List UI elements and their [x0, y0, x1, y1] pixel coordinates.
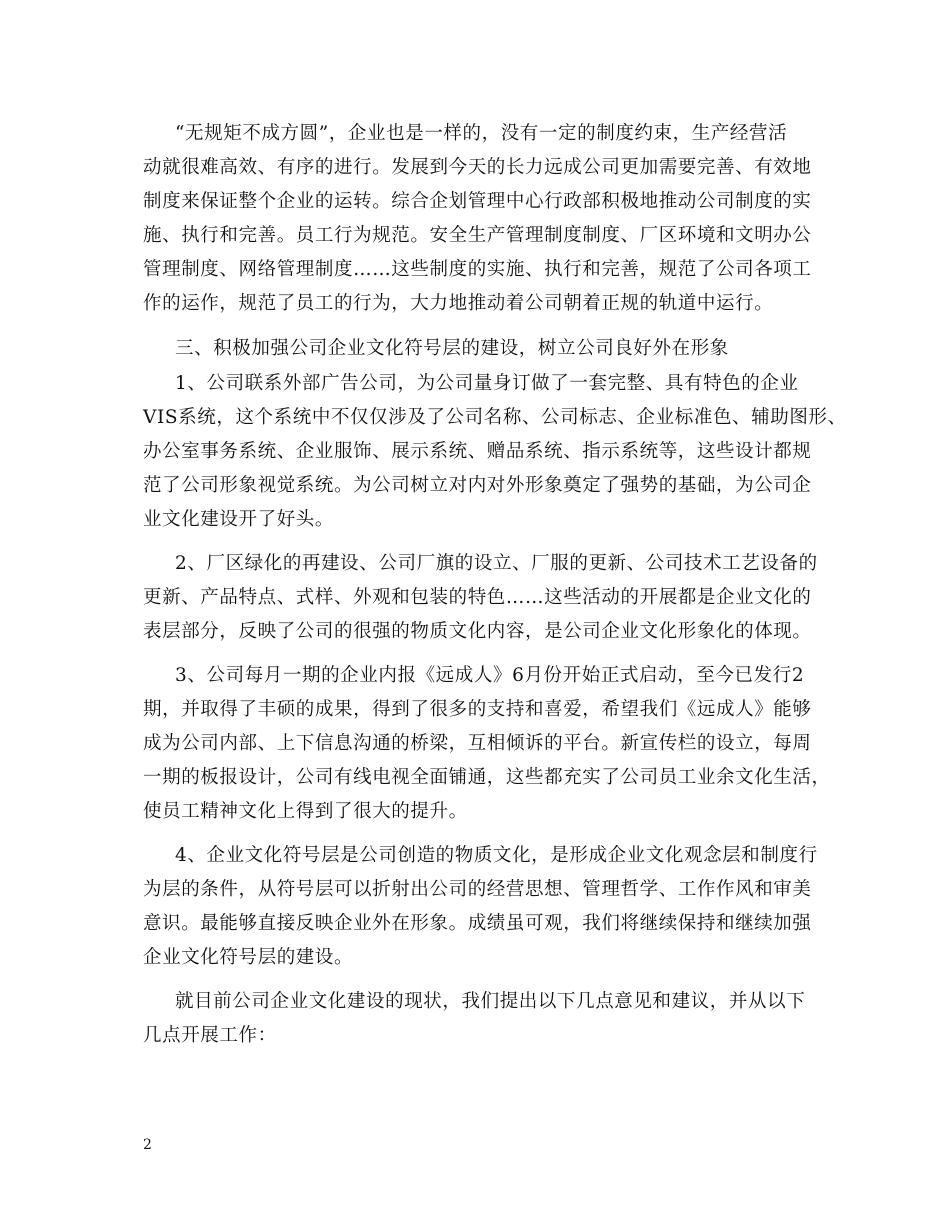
text-line: 动就很难高效、有序的进行。发展到今天的长力远成公司更加需要完善、有效地 [143, 157, 812, 178]
text-line: 范了公司形象视觉系统。为公司树立对内对外形象奠定了强势的基础，为公司企 [143, 475, 812, 496]
text-line: 施、执行和完善。员工行为规范。安全生产管理制度制度、厂区环境和文明办公 [143, 225, 812, 246]
text-line: 意识。最能够直接反映企业外在形象。成绩虽可观，我们将继续保持和继续加强 [143, 913, 812, 934]
text-line: 一期的板报设计，公司有线电视全面铺通，这些都充实了公司员工业余文化生活， [143, 767, 831, 788]
text-line: 更新、产品特点、式样、外观和包装的特色……这些活动的开展都是企业文化的 [143, 587, 812, 608]
text-line: VIS系统，这个系统中不仅仅涉及了公司名称、公司标志、企业标准色、辅助图形、 [143, 407, 847, 428]
text-line: 业文化建设开了好头。 [143, 509, 335, 530]
text-line: 为层的条件，从符号层可以折射出公司的经营思想、管理哲学、工作作风和审美 [143, 879, 812, 900]
text-line: 几点开展工作： [143, 1025, 277, 1046]
text-line: 成为公司内部、上下信息沟通的桥梁，互相倾诉的平台。新宣传栏的设立，每周 [143, 733, 812, 754]
section-heading: 三、积极加强公司企业文化符号层的建设，树立公司良好外在形象 [175, 338, 729, 359]
text-line: 3、公司每月一期的企业内报《远成人》6月份开始正式启动，至今已发行2 [175, 665, 805, 686]
text-line: 期，并取得了丰硕的成果，得到了很多的支持和喜爱，希望我们《远成人》能够 [143, 699, 812, 720]
text-line: 1、公司联系外部广告公司，为公司量身订做了一套完整、具有特色的企业 [175, 373, 799, 394]
text-line: 使员工精神文化上得到了很大的提升。 [143, 801, 468, 822]
page-number: 2 [143, 1137, 152, 1153]
text-line: 就目前公司企业文化建设的现状，我们提出以下几点意见和建议，并从以下 [175, 991, 806, 1012]
text-line: 表层部分，反映了公司的很强的物质文化内容，是公司企业文化形象化的体现。 [143, 621, 812, 642]
text-line: 企业文化符号层的建设。 [143, 947, 354, 968]
text-line: “无规矩不成方圆”，企业也是一样的，没有一定的制度约束，生产经营活 [175, 123, 788, 144]
text-line: 办公室事务系统、企业服饰、展示系统、赠品系统、指示系统等，这些设计都规 [143, 441, 812, 462]
text-line: 4、企业文化符号层是公司创造的物质文化，是形成企业文化观念层和制度行 [175, 845, 818, 866]
text-line: 作的运作，规范了员工的行为，大力地推动着公司朝着正规的轨道中运行。 [143, 293, 774, 314]
text-line: 2、厂区绿化的再建设、公司厂旗的设立、厂服的更新、公司技术工艺设备的 [175, 553, 818, 574]
text-line: 管理制度、网络管理制度……这些制度的实施、执行和完善，规范了公司各项工 [143, 259, 812, 280]
text-line: 制度来保证整个企业的运转。综合企划管理中心行政部积极地推动公司制度的实 [143, 191, 812, 212]
